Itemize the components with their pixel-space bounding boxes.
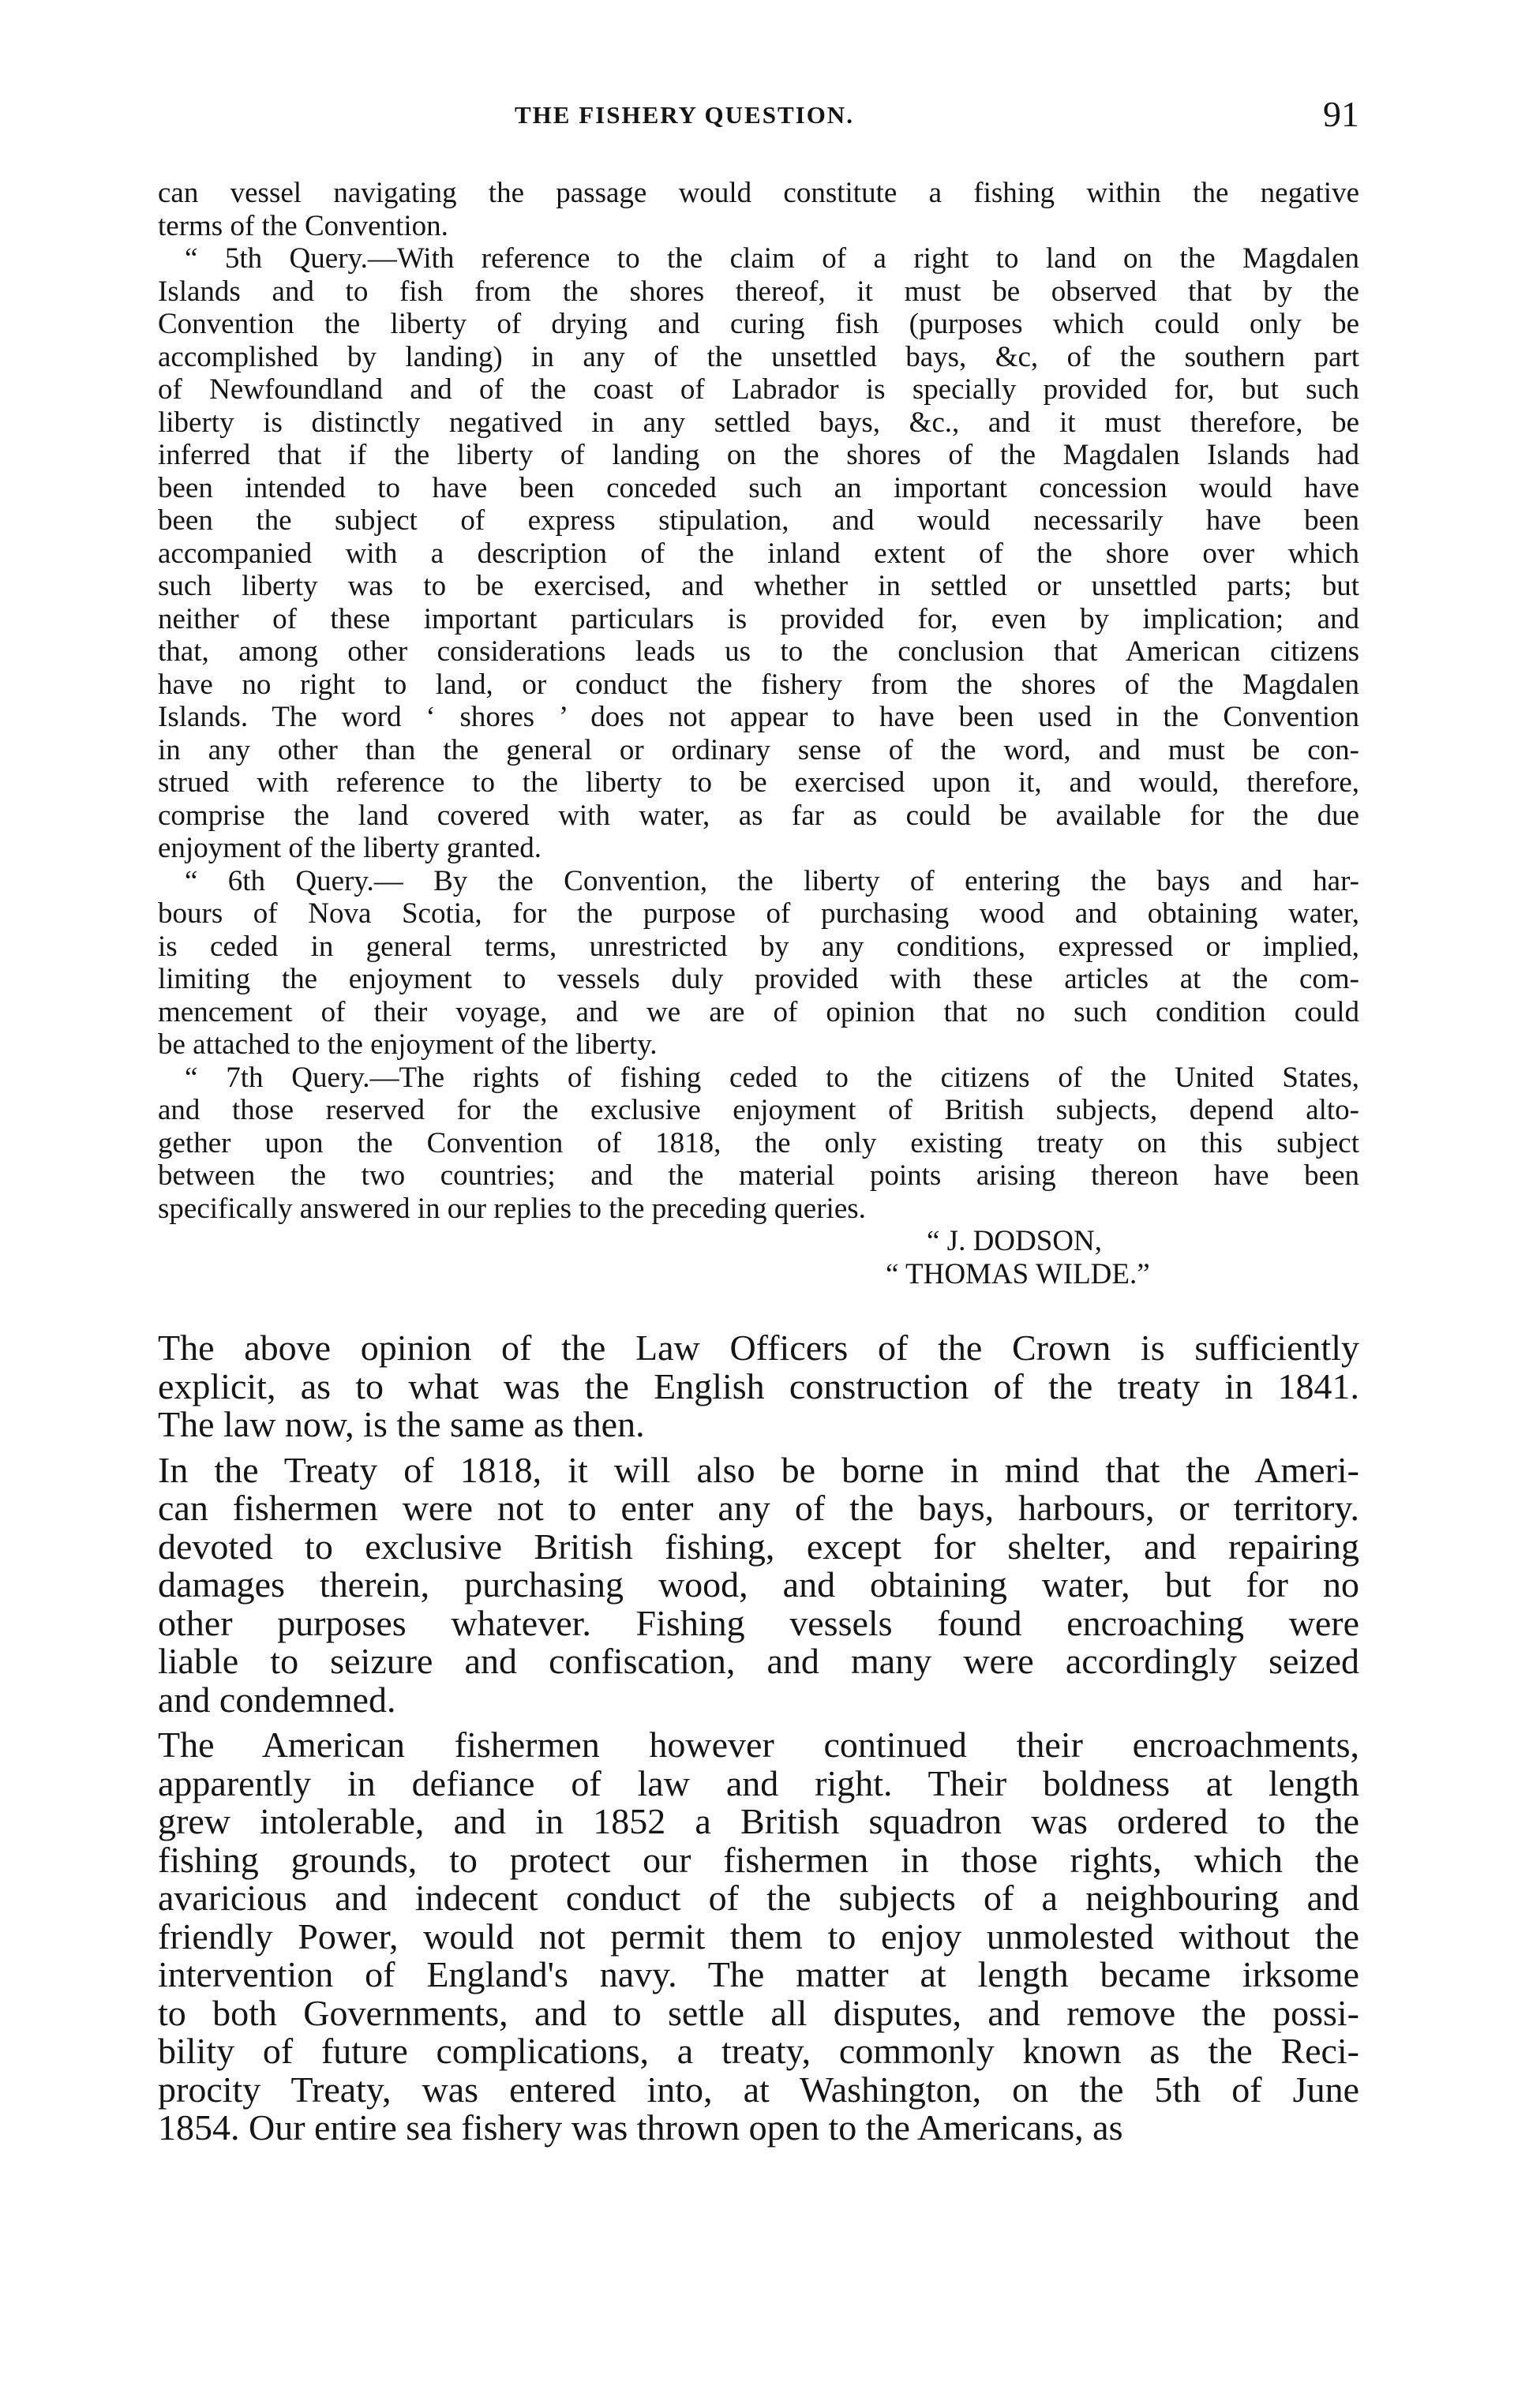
text-line: of Newfoundland and of the coast of Labrador is specially provided for, but such (158, 373, 1359, 406)
text-line: can vessel navigating the passage would constitute a fishing within the negative (158, 177, 1359, 209)
text-line: inferred that if the liberty of landing on the shores of the Magdalen Islands had (158, 439, 1359, 471)
text-line: is ceded in general terms, unrestricted by any conditions, expressed or implied, (158, 930, 1359, 963)
text-line: apparently in defiance of law and right. Their boldness at length (158, 1762, 1359, 1803)
text-line: accompanied with a description of the inland extent of the shore over which (158, 537, 1359, 570)
text-line: limiting the enjoyment to vessels duly provided with these articles at the com- (158, 963, 1359, 995)
text-line: can fishermen were not to enter any of the bays, harbours, or territory. (158, 1488, 1359, 1528)
text-line: that, among other considerations leads us to the conclusion that American citizens (158, 635, 1359, 668)
paragraph (158, 1726, 1359, 2148)
text-line: friendly Power, would not permit them to enjoy unmolested without the (158, 1916, 1359, 1957)
text-line: been intended to have been conceded such an important concession would have (158, 471, 1359, 504)
text-line: Islands. The word ‘ shores ’ does not appear to have been used in the Convention (158, 701, 1359, 733)
text-line: to both Governments, and to settle all disputes, and remove the possi- (158, 1992, 1359, 2033)
text-line: strued with reference to the liberty to be exercised upon it, and would, therefore, (158, 766, 1359, 799)
paragraph (158, 1329, 1359, 1444)
text-line: fishing grounds, to protect our fishermen in those rights, which the (158, 1839, 1359, 1880)
text-line: 1854. Our entire sea fishery was thrown open to the Americans, as (158, 2107, 1123, 2148)
text-line: Convention the liberty of drying and curing fish (purposes which could only be (158, 308, 1359, 340)
text-line: specifically answered in our replies to the preceding queries. (158, 1192, 866, 1225)
text-line: bours of Nova Scotia, for the purpose of purchasing wood and obtaining water, (158, 897, 1359, 930)
text-line: other purposes whatever. Fishing vessels found encroaching were (158, 1602, 1359, 1643)
text-line: In the Treaty of 1818, it will also be borne in mind that the Ameri- (158, 1449, 1359, 1490)
text-line: “ 6th Query.— By the Convention, the liberty of entering the bays and har- (185, 864, 1359, 897)
text-line: liberty is distinctly negatived in any settled bays, &c., and it must therefore, be (158, 406, 1359, 439)
text-line: procity Treaty, was entered into, at Washington, on the 5th of June (158, 2069, 1359, 2110)
running-head-title: THE FISHERY QUESTION. (515, 101, 854, 129)
text-line: enjoyment of the liberty granted. (158, 832, 542, 864)
text-line: The above opinion of the Law Officers of the Crown is sufficiently (158, 1328, 1359, 1368)
text-line: in any other than the general or ordinary sense of the word, and must be con- (158, 733, 1359, 766)
text-line: “ 5th Query.—With reference to the claim of a right to land on the Magdalen (185, 242, 1359, 275)
quoted-paragraphs (158, 177, 1359, 1225)
text-line: avaricious and indecent conduct of the subjects of a neighbouring and (158, 1878, 1359, 1918)
paragraph (158, 1451, 1359, 1720)
quoted-opinion (158, 177, 1359, 1291)
text-line: explicit, as to what was the English construction of the treaty in 1841. (158, 1365, 1359, 1406)
signatures (158, 1225, 1359, 1291)
body-text (158, 1329, 1359, 2155)
paragraph (158, 242, 1359, 865)
signature-dodson: “ J. DODSON, (927, 1225, 1102, 1257)
text-line: liable to seizure and confiscation, and many were accordingly seized (158, 1641, 1359, 1681)
text-line: damages therein, purchasing wood, and obtaining water, but for no (158, 1564, 1359, 1605)
text-line: The American fishermen however continued their encroachments, (158, 1725, 1359, 1765)
text-line: comprise the land covered with water, as far as could be available for the due (158, 799, 1359, 832)
text-line: be attached to the enjoyment of the liberty. (158, 1028, 658, 1061)
text-line: have no right to land, or conduct the fishery from the shores of the Magdalen (158, 668, 1359, 701)
text-line: Islands and to fish from the shores thereof, it must be observed that by the (158, 275, 1359, 308)
signature-wilde: “ THOMAS WILDE.” (886, 1258, 1150, 1290)
text-line: and condemned. (158, 1679, 396, 1720)
text-line: The law now, is the same as then. (158, 1404, 645, 1444)
text-line: between the two countries; and the material points arising thereon have been (158, 1159, 1359, 1192)
text-line: bility of future complications, a treaty, commonly known as the Reci- (158, 2031, 1359, 2071)
running-head (158, 93, 1359, 140)
text-line: been the subject of express stipulation, and would necessarily have been (158, 504, 1359, 537)
text-line: devoted to exclusive British fishing, except for shelter, and repairing (158, 1526, 1359, 1567)
text-line: “ 7th Query.—The rights of fishing ceded to the citizens of the United States, (185, 1061, 1359, 1094)
text-line: such liberty was to be exercised, and whether in settled or unsettled parts; but (158, 570, 1359, 602)
page-number: 91 (1323, 94, 1359, 134)
text-line: gether upon the Convention of 1818, the only existing treaty on this subject (158, 1126, 1359, 1159)
text-line: neither of these important particulars is provided for, even by implication; and (158, 602, 1359, 635)
paragraph (158, 1062, 1359, 1226)
text-line: mencement of their voyage, and we are of opinion that no such condition could (158, 995, 1359, 1028)
text-line: accomplished by landing) in any of the unsettled bays, &c, of the southern part (158, 340, 1359, 373)
paragraph (158, 865, 1359, 1062)
text-line: terms of the Convention. (158, 209, 448, 242)
text-line: grew intolerable, and in 1852 a British squadron was ordered to the (158, 1801, 1359, 1841)
text-line: intervention of England's navy. The matter at length became irksome (158, 1954, 1359, 1994)
paragraph (158, 177, 1359, 242)
text-line: and those reserved for the exclusive enjoyment of British subjects, depend alto- (158, 1094, 1359, 1126)
